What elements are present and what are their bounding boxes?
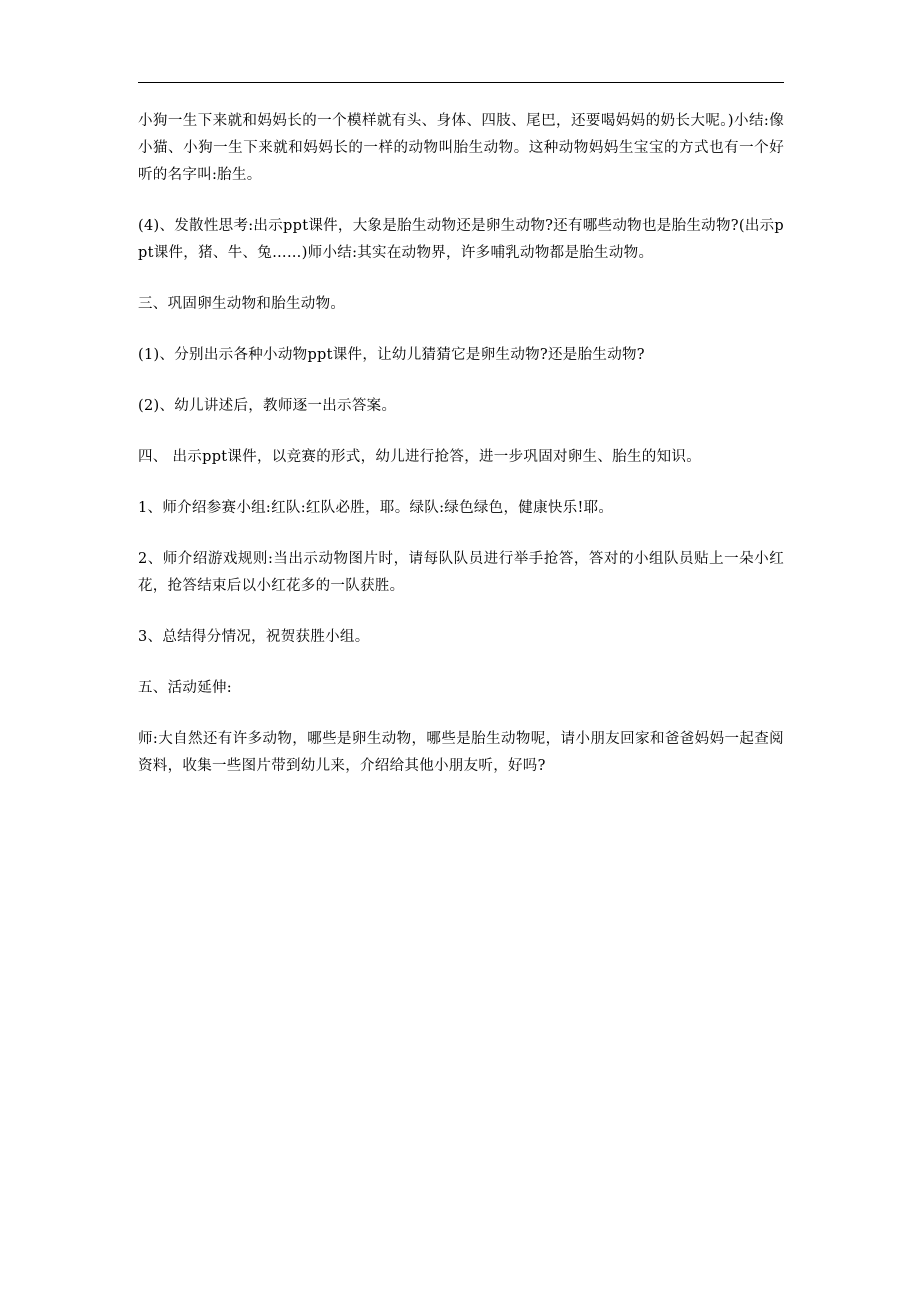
section-heading-extension: 五、活动延伸: [138, 680, 232, 696]
paragraph-extension: 师:大自然还有许多动物，哪些是卵生动物，哪些是胎生动物呢，请小朋友回家和爸爸妈妈一起查阅资料，收集一些图片带到幼儿来，介绍给其他小朋友听，好吗? [138, 731, 784, 774]
section-heading-consolidate: 三、巩固卵生动物和胎生动物。 [138, 296, 346, 312]
paragraph-rules: 2、师介绍游戏规则:当出示动物图片时，请每队队员进行举手抢答，答对的小组队员贴上一朵小红花，抢答结束后以小红花多的一队获胜。 [138, 551, 784, 594]
paragraph-divergent-thinking: (4)、发散性思考:出示ppt课件，大象是胎生动物还是卵生动物?还有哪些动物也是胎生动物?(出示ppt课件，猪、牛、兔……)师小结:其实在动物界，许多哺乳动物都是胎生动物。 [138, 218, 784, 261]
paragraph-step-1: (1)、分别出示各种小动物ppt课件，让幼儿猜猜它是卵生动物?还是胎生动物? [138, 347, 645, 363]
paragraph-piglet-summary: 小狗一生下来就和妈妈长的一个模样就有头、身体、四肢、尾巴，还要喝妈妈的奶长大呢。)小结:像小猫、小狗一生下来就和妈妈长的一样的动物叫胎生动物。这种动物妈妈生宝宝的方式也有一个好听的名字叫:胎生。 [138, 113, 784, 183]
paragraph-teams: 1、师介绍参赛小组:红队:红队必胜，耶。绿队:绿色绿色，健康快乐!耶。 [138, 500, 614, 516]
paragraph-step-2: (2)、幼儿讲述后，教师逐一出示答案。 [138, 398, 397, 414]
document-body [138, 108, 784, 804]
header-rule [138, 82, 784, 83]
paragraph-summary-scores: 3、总结得分情况，祝贺获胜小组。 [138, 629, 370, 645]
section-heading-competition: 四、 出示ppt课件，以竞赛的形式，幼儿进行抢答，进一步巩固对卵生、胎生的知识。 [138, 449, 701, 465]
